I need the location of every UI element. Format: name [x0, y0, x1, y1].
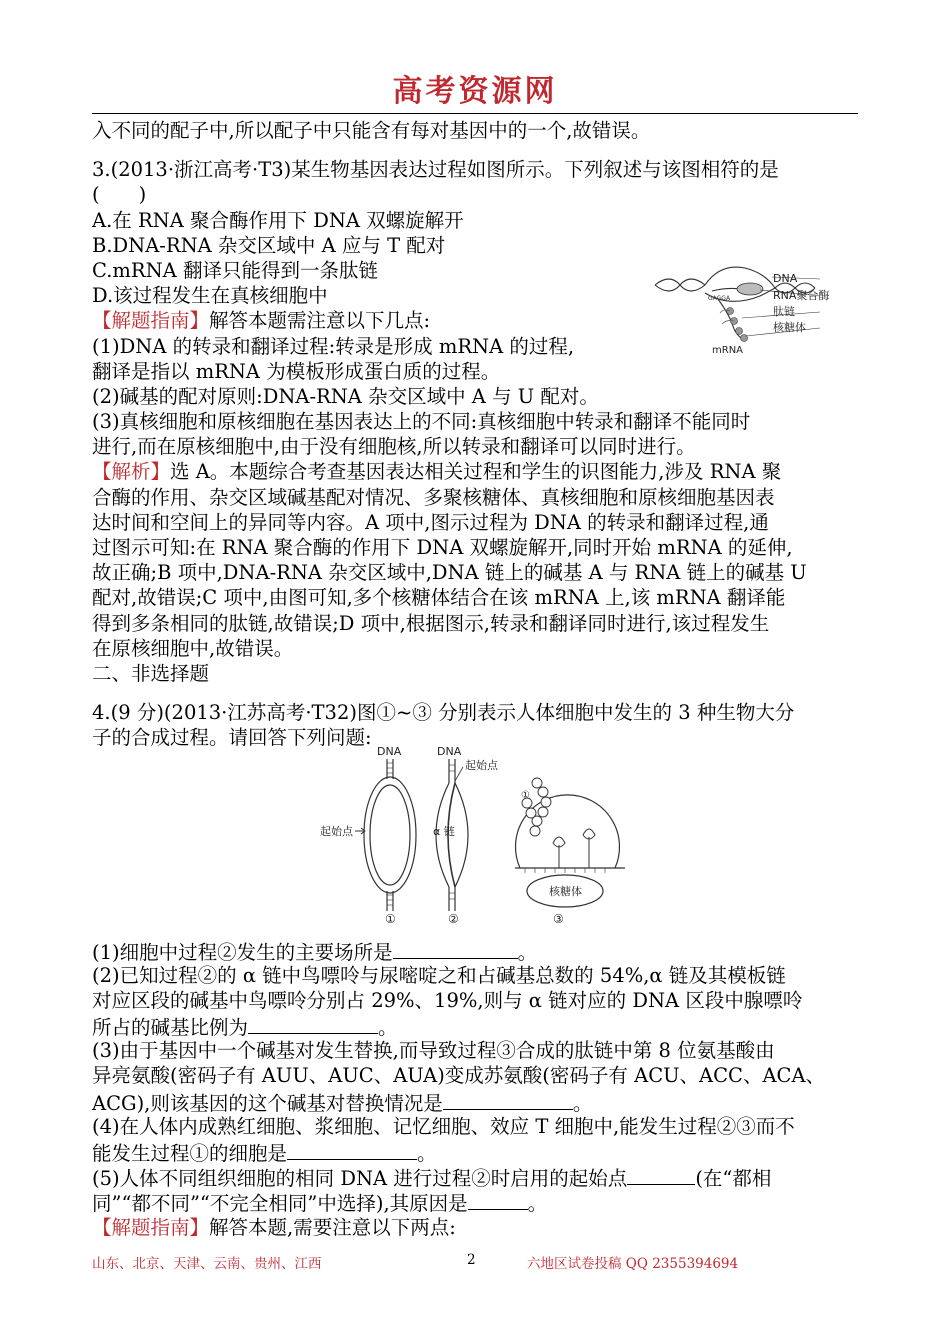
- page-number: 2: [467, 1252, 476, 1268]
- text-line: 达时间和空间上的异同等内容。A 项中,图示过程为 DNA 的转录和翻译过程,通: [92, 510, 769, 534]
- sub-question-3: (3)由于基因中一个碱基对发生替换,而导致过程③合成的肽链中第 8 位氨基酸由: [92, 1039, 775, 1063]
- hint-tag: 【解题指南】: [92, 309, 210, 333]
- text-line: 所占的碱基比例为 。: [92, 1013, 858, 1038]
- sub-question-2: (2)已知过程②的 α 链中鸟嘌呤与尿嘧啶之和占碱基总数的 54%,α 链及其模板链: [92, 963, 786, 987]
- replication-bubble: [364, 759, 416, 911]
- text-line: 对应区段的碱基中鸟嘌呤分别占 29%、19%,则与 α 链对应的 DNA 区段中腺嘌呤: [92, 988, 803, 1012]
- text-line: 入不同的配子中,所以配子中只能含有每对基因中的一个,故错误。: [92, 119, 651, 142]
- label-circled-1: ①: [521, 790, 530, 801]
- footer-right: 六地区试卷投稿 QQ 2355394694: [527, 1256, 739, 1272]
- ribosomes: [727, 308, 748, 342]
- text-line: 合酶的作用、杂交区域碱基配对情况、多聚核糖体、真核细胞和原核细胞基因表: [92, 485, 775, 509]
- text-line: 能发生过程①的细胞是 。: [92, 1139, 858, 1164]
- text-line: ACG),则该基因的这个碱基对替换情况是 。: [92, 1089, 858, 1114]
- gene-expression-figure: [650, 263, 860, 358]
- label-peptide: 肽链: [773, 305, 795, 318]
- text-line: (1)DNA 的转录和翻译过程:转录是形成 mRNA 的过程,: [92, 334, 575, 358]
- text-line: 配对,故错误;C 项中,由图可知,多个核糖体结合在该 mRNA 上,该 mRNA 翻译能: [92, 586, 786, 610]
- option-c: C.mRNA 翻译只能得到一条肽链: [92, 258, 378, 282]
- hint-heading: 【解题指南】解答本题需注意以下几点:: [92, 309, 431, 333]
- text-line: 故正确;B 项中,DNA-RNA 杂交区域中,DNA 链上的碱基 A 与 RNA 链上的碱基 U: [92, 561, 807, 585]
- label-process-2: ②: [448, 912, 459, 925]
- answer-bracket: ( ): [92, 183, 147, 207]
- answer-blank[interactable]: [393, 938, 518, 959]
- answer-blank[interactable]: [443, 1089, 573, 1110]
- sequence-label: GAGGA: [708, 295, 731, 302]
- text-line: 过图示可知:在 RNA 聚合酶的作用下 DNA 双螺旋解开,同时开始 mRNA 的延伸,: [92, 536, 793, 559]
- label-dna-2: DNA: [437, 745, 462, 758]
- answer-blank[interactable]: [468, 1189, 528, 1210]
- analysis-tag: 【解析】: [92, 460, 171, 484]
- label-rna-polymerase: RNA聚合酶: [773, 289, 830, 302]
- label-alpha-chain: α 链: [433, 825, 455, 838]
- answer-blank[interactable]: [627, 1164, 695, 1185]
- hint-heading: 【解题指南】解答本题,需要注意以下两点:: [92, 1215, 456, 1239]
- sub-question-1: (1)细胞中过程②发生的主要场所是 。: [92, 938, 858, 963]
- label-ribosome: 核糖体: [773, 321, 806, 334]
- peptide-chain: [522, 778, 551, 836]
- hint-tag: 【解题指南】: [92, 1215, 210, 1239]
- text-line: (3)真核细胞和原核细胞在基因表达上的不同:真核细胞中转录和翻译不能同时: [92, 410, 751, 434]
- text-line: 异亮氨酸(密码子有 AUU、AUC、AUA)变成苏氨酸(密码子有 ACU、ACC、ACA、: [92, 1064, 826, 1088]
- question-4-stem: 4.(9 分)(2013·江苏高考·T32)图①~③ 分别表示人体细胞中发生的 3 种生物大分: [92, 701, 795, 725]
- label-process-3: ③: [553, 912, 564, 925]
- answer-blank[interactable]: [248, 1013, 378, 1034]
- analysis-heading: 【解析】选 A。本题综合考查基因表达相关过程和学生的识图能力,涉及 RNA 聚: [92, 460, 782, 484]
- text-line: 得到多条相同的肽链,故错误;D 项中,根据图示,转录和翻译同时进行,该过程发生: [92, 611, 770, 635]
- synthesis-processes-figure: [315, 743, 645, 925]
- site-logo: 高考资源网: [392, 74, 558, 109]
- label-origin-1: 起始点: [320, 825, 353, 838]
- text-line: 子的合成过程。请回答下列问题:: [92, 726, 372, 750]
- label-origin-2: 起始点: [465, 759, 498, 772]
- footer-left: 山东、北京、天津、云南、贵州、江西: [92, 1256, 322, 1272]
- header-rule: [92, 113, 858, 114]
- text-line: 翻译是指以 mRNA 为模板形成蛋白质的过程。: [92, 359, 501, 383]
- section-title: 二、非选择题: [92, 661, 210, 685]
- option-b: B.DNA-RNA 杂交区域中 A 应与 T 配对: [92, 233, 446, 257]
- text-line: 在原核细胞中,故错误。: [92, 636, 294, 660]
- option-a: A.在 RNA 聚合酶作用下 DNA 双螺旋解开: [92, 208, 464, 232]
- sub-question-4: (4)在人体内成熟红细胞、浆细胞、记忆细胞、效应 T 细胞中,能发生过程②③而不: [92, 1114, 795, 1138]
- answer-blank[interactable]: [287, 1139, 417, 1160]
- trna-molecules: [553, 829, 595, 868]
- label-ribosome-2: 核糖体: [549, 885, 582, 898]
- text-line: (2)碱基的配对原则:DNA-RNA 杂交区域中 A 与 U 配对。: [92, 384, 599, 408]
- question-3-stem: 3.(2013·浙江高考·T3)某生物基因表达过程如图所示。下列叙述与该图相符的是: [92, 158, 779, 182]
- text-line: 同”“都不同”“不完全相同”中选择),其原因是 。: [92, 1189, 858, 1214]
- label-dna-1: DNA: [377, 745, 402, 758]
- rna-polymerase-shape: [737, 283, 763, 295]
- option-d: D.该过程发生在真核细胞中: [92, 284, 328, 308]
- label-mrna: mRNA: [712, 345, 744, 356]
- label-process-1: ①: [385, 912, 396, 925]
- label-dna: DNA: [773, 272, 798, 285]
- text-line: 进行,而在原核细胞中,由于没有细胞核,所以转录和翻译可以同时进行。: [92, 435, 696, 459]
- sub-question-5: (5)人体不同组织细胞的相同 DNA 进行过程②时启用的起始点 (在“都相: [92, 1164, 858, 1189]
